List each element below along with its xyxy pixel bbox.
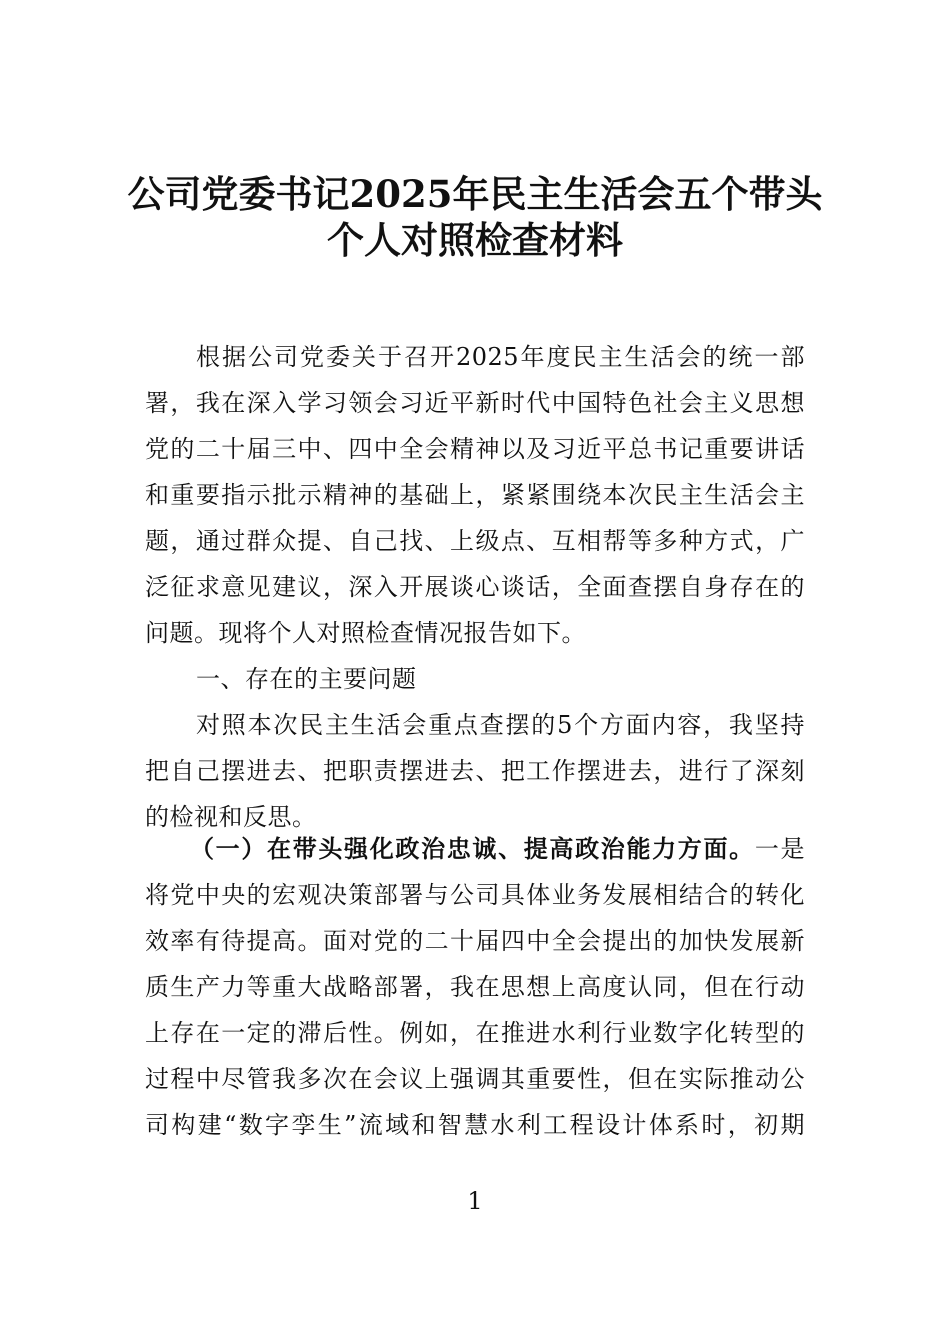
paragraph-line: 题，通过群众提、自己找、上级点、互相帮等多种方式，广 [145, 527, 805, 555]
subsection-heading: （一）在带头强化政治忠诚、提高政治能力方面。 [190, 834, 755, 863]
document-title-line-2: 个人对照检查材料 [327, 218, 623, 262]
paragraph-line: 党的二十届三中、四中全会精神以及习近平总书记重要讲话 [145, 435, 805, 463]
paragraph-line: 把自己摆进去、把职责摆进去、把工作摆进去，进行了深刻 [145, 757, 805, 785]
paragraph-line: 泛征求意见建议，深入开展谈心谈话，全面查摆自身存在的 [145, 573, 805, 601]
paragraph-line: 过程中尽管我多次在会议上强调其重要性，但在实际推动公 [145, 1065, 805, 1093]
paragraph-line: 效率有待提高。面对党的二十届四中全会提出的加快发展新 [145, 927, 805, 955]
paragraph-line [190, 826, 805, 872]
paragraph-line: 和重要指示批示精神的基础上，紧紧围绕本次民主生活会主 [145, 481, 805, 509]
paragraph-line: 根据公司党委关于召开2025年度民主生活会的统一部 [196, 343, 805, 371]
paragraph-line: 司构建“数字孪生”流域和智慧水利工程设计体系时，初期 [145, 1111, 805, 1139]
page-number: 1 [467, 1187, 483, 1215]
document-title-line-1: 公司党委书记2025年民主生活会五个带头 [127, 172, 823, 216]
paragraph-line: 上存在一定的滞后性。例如，在推进水利行业数字化转型的 [145, 1019, 805, 1047]
paragraph-line: 署，我在深入学习领会习近平新时代中国特色社会主义思想 [145, 389, 805, 417]
paragraph-line: 问题。现将个人对照检查情况报告如下。 [145, 619, 586, 647]
paragraph-line: 将党中央的宏观决策部署与公司具体业务发展相结合的转化 [145, 881, 805, 909]
section-heading: 一、存在的主要问题 [196, 665, 417, 693]
paragraph-text: 一是 [754, 835, 806, 863]
paragraph-line: 对照本次民主生活会重点查摆的5个方面内容，我坚持 [196, 711, 805, 739]
paragraph-line: 的检视和反思。 [145, 803, 317, 831]
paragraph-line: 质生产力等重大战略部署，我在思想上高度认同，但在行动 [145, 973, 805, 1001]
